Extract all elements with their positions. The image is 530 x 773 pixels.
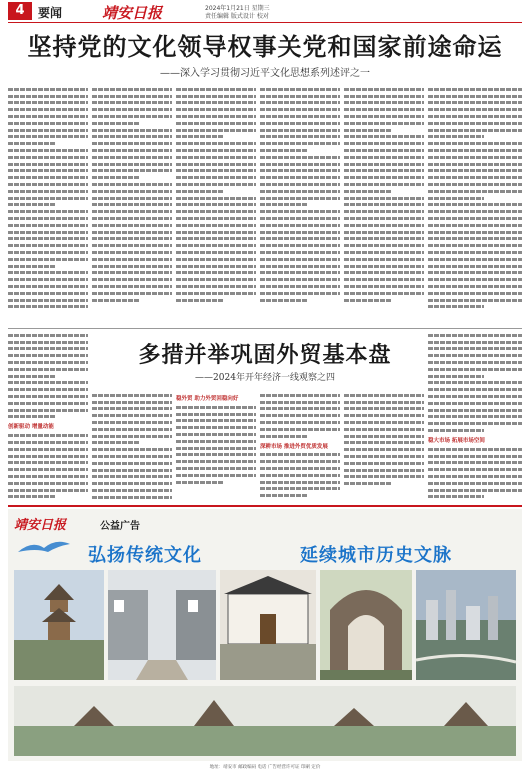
ad-photo-street xyxy=(108,570,216,680)
article1-headline: 坚持党的文化领导权事关党和国家前途命运 xyxy=(27,32,503,61)
article2-column-6 xyxy=(428,330,522,500)
article1-column-5 xyxy=(344,84,424,324)
ad-masthead-logo: 靖安日报 xyxy=(14,518,67,533)
article2-column-4 xyxy=(260,390,340,500)
section-name: 要闻 xyxy=(38,6,63,20)
article2-column-2 xyxy=(92,390,172,500)
article2-column-5 xyxy=(344,390,424,500)
ad-photo-panorama xyxy=(14,686,516,756)
ad-photo-pagoda xyxy=(14,570,104,680)
article1-column-4 xyxy=(260,84,340,324)
article2-headline: 多措并举巩固外贸基本盘 xyxy=(138,342,392,368)
article1-column-3 xyxy=(176,84,256,324)
issue-date: 2024年1月21日 星期三 xyxy=(205,5,270,12)
article1-column-6 xyxy=(428,84,522,324)
article2-subhead-1: 创新驱动 增量动能 xyxy=(8,424,54,431)
article2-subtitle: ——2024年开年经济一线观察之四 xyxy=(195,373,335,383)
article1-column-2 xyxy=(92,84,172,324)
section-divider xyxy=(8,328,522,329)
ad-photo-arch xyxy=(320,570,412,680)
article2-subhead-4: 稳大市场 拓展市场空间 xyxy=(428,437,485,444)
ad-label: 公益广告 xyxy=(100,521,140,532)
article2-column-1 xyxy=(8,330,88,500)
page-number: 4 xyxy=(8,2,32,20)
ad-photo-courtyard xyxy=(220,570,316,680)
article2-subhead-2: 稳外贸 助力外贸回稳向好 xyxy=(176,396,239,402)
ad-top-rule xyxy=(8,505,522,507)
page-footer: 地址：靖安市 邮政编码 电话 广告经营许可证 印刷 定价 xyxy=(209,765,321,770)
ad-slogan-right: 延续城市历史文脉 xyxy=(300,545,452,566)
article2-column-3 xyxy=(176,390,256,500)
ad-photo-city-aerial xyxy=(416,570,516,680)
ad-slogan-left: 弘扬传统文化 xyxy=(88,545,202,566)
article1-subtitle: ——深入学习贯彻习近平文化思想系列述评之一 xyxy=(160,68,370,79)
article2-subhead-3: 深耕市场 推进外贸优质发展 xyxy=(260,443,328,450)
editor-line: 责任编辑 版式设计 校对 xyxy=(205,13,269,20)
header-rule xyxy=(8,22,522,23)
newspaper-masthead: 靖安日报 xyxy=(102,4,163,22)
crane-icon xyxy=(14,536,74,558)
article1-column-1 xyxy=(8,84,88,324)
